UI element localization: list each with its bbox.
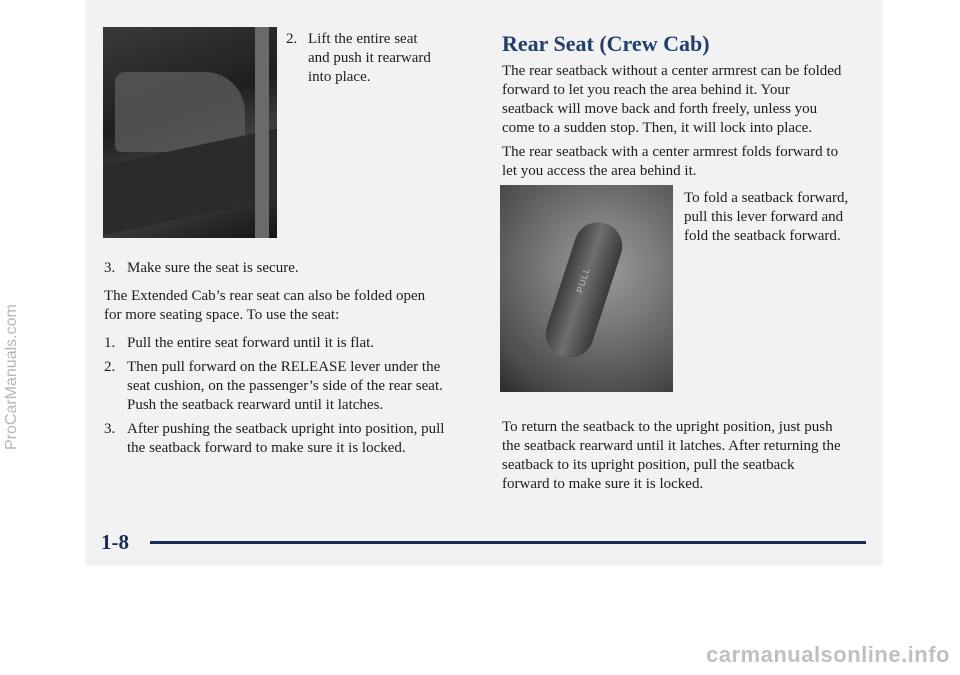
step3-number: 3.: [104, 260, 116, 276]
crew-cab-para3-line3: seatback to its upright position, pull the seatback: [502, 457, 795, 473]
list-item-2-number: 2.: [104, 359, 116, 375]
extended-cab-para-line2: for more seating space. To use the seat:: [104, 307, 340, 323]
crew-cab-para1-line2: forward to let you reach the area behind it. Your: [502, 82, 790, 98]
photo-caption-line2: pull this lever forward and: [684, 209, 844, 225]
crew-cab-para2-line2: let you access the area behind it.: [502, 163, 697, 179]
photo-caption-line3: fold the seatback forward.: [684, 228, 841, 244]
crew-cab-para3-line4: forward to make sure it is locked.: [502, 476, 704, 492]
list-item-2-line3: Push the seatback rearward until it latches.: [127, 397, 384, 413]
list-item-3-line1: After pushing the seatback upright into position, pull: [127, 421, 445, 437]
crew-cab-para1-line1: The rear seatback without a center armrest can be folded: [502, 63, 842, 79]
step2-number: 2.: [286, 31, 298, 47]
step2-line2: and push it rearward: [308, 50, 431, 66]
list-item-2-line2: seat cushion, on the passenger’s side of the rear seat.: [127, 378, 443, 394]
list-item-1-number: 1.: [104, 335, 116, 351]
section-heading: Rear Seat (Crew Cab): [502, 31, 710, 56]
crew-cab-para1-line4: come to a sudden stop. Then, it will lock into place.: [502, 120, 813, 136]
footer-rule: [150, 541, 866, 544]
step2-line1: Lift the entire seat: [308, 31, 418, 47]
lever-label: PULL: [574, 265, 593, 295]
extended-cab-para-line1: The Extended Cab’s rear seat can also be folded open: [104, 288, 426, 304]
crew-cab-para3-line2: the seatback rearward until it latches. After returning the: [502, 438, 841, 454]
crew-cab-para2-line1: The rear seatback with a center armrest folds forward to: [502, 144, 839, 160]
step2-line3: into place.: [308, 69, 371, 85]
watermark-left: ProCarManuals.com: [3, 304, 20, 450]
seat-photo: [103, 27, 277, 238]
door-pillar-shape: [255, 27, 269, 238]
seatback-lever-photo: [500, 185, 673, 392]
list-item-1-line1: Pull the entire seat forward until it is flat.: [127, 335, 375, 351]
step3-text: Make sure the seat is secure.: [127, 260, 299, 276]
crew-cab-para1-line3: seatback will move back and forth freely, unless you: [502, 101, 818, 117]
photo-caption-line1: To fold a seatback forward,: [684, 190, 849, 206]
list-item-3-line2: the seatback forward to make sure it is locked.: [127, 440, 406, 456]
watermark-bottom: carmanualsonline.info: [706, 642, 950, 667]
list-item-3-number: 3.: [104, 421, 116, 437]
list-item-2-line1: Then pull forward on the RELEASE lever under the: [127, 359, 441, 375]
page-number: 1-8: [101, 530, 129, 554]
crew-cab-para3-line1: To return the seatback to the upright position, just push: [502, 419, 833, 435]
